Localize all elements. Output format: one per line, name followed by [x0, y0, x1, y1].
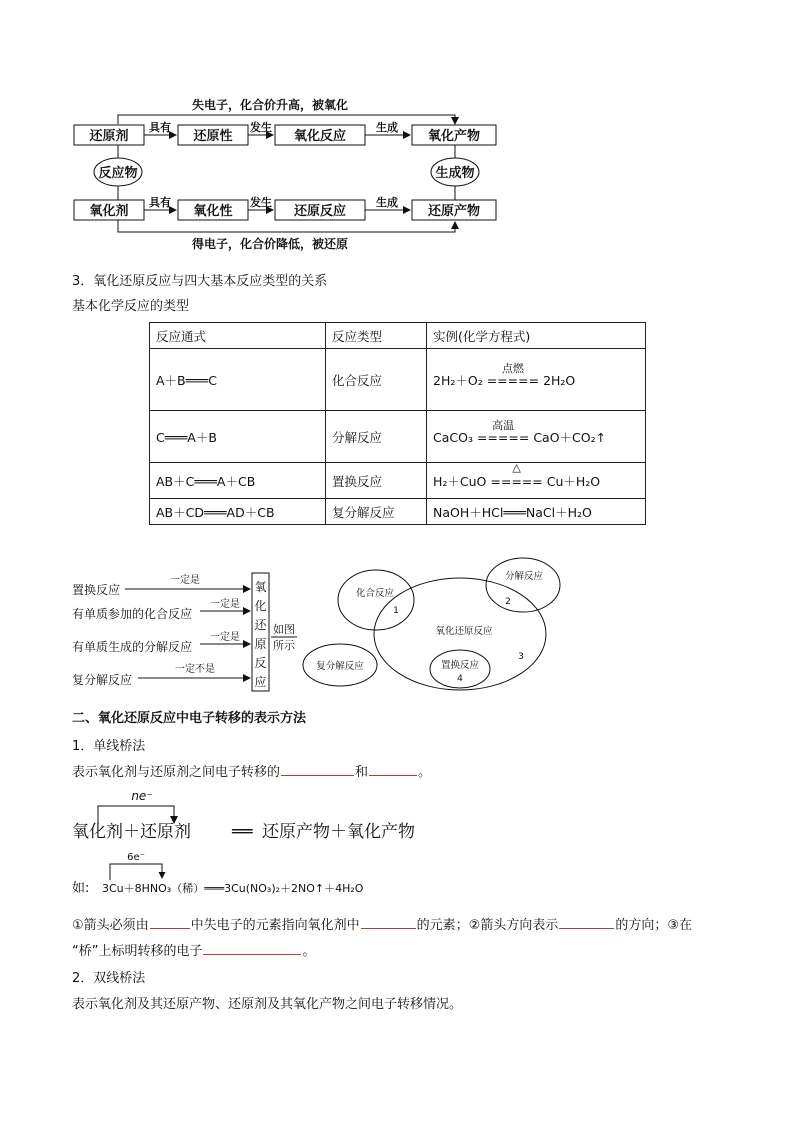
example-right: 2H₂O	[543, 372, 576, 388]
desc1-part-c: 。	[418, 765, 432, 780]
example-left: CaCO₃	[433, 429, 473, 445]
bridge-equation-right: 还原产物＋氧化产物	[262, 822, 415, 842]
condition-label: 高温	[492, 418, 515, 432]
example-cell: NaOH＋HCl═══NaCl＋H₂O	[427, 499, 646, 525]
type-cell: 化合反应	[326, 349, 427, 411]
note-line-1	[72, 914, 692, 933]
bridge-equation-left: 氧化剂＋还原剂	[72, 822, 191, 842]
venn-decomposition	[486, 558, 560, 612]
type-cell: 置换反应	[326, 463, 427, 499]
box-reducibility-label: 还原性	[193, 129, 233, 144]
table-row	[150, 411, 646, 463]
example-cell	[427, 460, 646, 499]
condition-label: 点燃	[501, 361, 524, 375]
arrow-label-2: 一定是	[210, 599, 240, 610]
header-formula: 反应通式	[150, 323, 326, 349]
example-electrons: 6e⁻	[127, 852, 145, 863]
vertical-char: 还	[254, 618, 267, 632]
arrow-label-occur-1: 发生	[250, 121, 272, 134]
condition-arrow: 点燃 =====	[486, 361, 540, 388]
header-example: 实例(化学方程式)	[427, 323, 646, 349]
venn-double-decomposition-label: 复分解反应	[316, 661, 364, 672]
venn-diagram	[298, 555, 598, 700]
section-two-heading: 二、氧化还原反应中电子转移的表示方法	[72, 711, 307, 726]
table-row	[150, 499, 646, 525]
example-left: H₂＋CuO	[433, 473, 487, 489]
venn-n3: 3	[518, 652, 524, 662]
blank-6[interactable]	[203, 941, 301, 955]
condition-arrow: 高温 =====	[476, 418, 530, 445]
arrow-label-have-2: 具有	[149, 196, 171, 209]
vertical-char: 反	[254, 656, 267, 670]
arrow-label-occur-2: 发生	[250, 196, 272, 209]
blank-3[interactable]	[150, 915, 190, 929]
bridge-equals: ══	[232, 822, 253, 842]
bridge-label: ne⁻	[131, 789, 153, 803]
side-text-line2: 所示	[273, 639, 295, 652]
example-equation-diagram	[72, 848, 472, 898]
classification-diagram	[70, 565, 310, 695]
box-oxidant-label: 氧化剂	[89, 204, 129, 219]
formula-cell: A＋B═══C	[150, 349, 326, 411]
box-oxidation-product-label: 氧化产物	[427, 129, 481, 144]
example-left: 2H₂＋O₂	[433, 372, 483, 388]
arrow-label-have-1: 具有	[149, 121, 171, 134]
venn-redox-label: 氧化还原反应	[435, 626, 493, 637]
vertical-char: 化	[254, 599, 267, 613]
example-prefix: 如:	[72, 881, 90, 896]
section3-subheading: 基本化学反应的类型	[72, 299, 190, 314]
vertical-char: 应	[254, 675, 267, 689]
table-row	[150, 349, 646, 411]
venn-combination-label: 化合反应	[355, 588, 395, 599]
venn-n4: 4	[457, 674, 463, 684]
note-d: 的方向；③在	[615, 918, 692, 933]
example-cell	[427, 411, 646, 463]
arrow-label-4: 一定不是	[175, 664, 215, 675]
formula-cell: AB＋C═══A＋CB	[150, 463, 326, 499]
venn-decomposition-label: 分解反应	[504, 571, 544, 582]
double-bridge-desc: 表示氧化剂及其还原产物、还原剂及其氧化产物之间电子转移情况。	[72, 997, 463, 1012]
blank-1[interactable]	[281, 762, 354, 776]
table-row	[150, 463, 646, 499]
vertical-char: 氧	[254, 580, 267, 594]
redox-concept-diagram	[60, 90, 510, 260]
single-bridge-heading: 1．单线桥法	[72, 739, 146, 754]
note-c: 的元素；②箭头方向表示	[416, 918, 559, 933]
item-double-decomposition: 复分解反应	[72, 673, 133, 687]
venn-n2: 2	[505, 597, 511, 607]
note-f: 。	[302, 944, 316, 959]
single-bridge-desc	[72, 761, 431, 780]
formula-cell: C═══A＋B	[150, 411, 326, 463]
formula-cell: AB＋CD═══AD＋CB	[150, 499, 326, 525]
arrow-label-generate-2: 生成	[376, 196, 398, 209]
reactant-label: 反应物	[98, 166, 138, 181]
redox-vertical-text	[254, 580, 267, 689]
blank-2[interactable]	[369, 762, 417, 776]
box-oxidation-reaction-label: 氧化反应	[293, 129, 347, 144]
desc1-part-b: 和	[355, 765, 369, 780]
svg-text:氧化还原反应	[254, 580, 267, 689]
item-combination-with-element: 有单质参加的化合反应	[72, 607, 193, 621]
example-cell	[427, 349, 646, 411]
blank-4[interactable]	[361, 915, 416, 929]
note-b: 中失电子的元素指向氧化剂中	[190, 918, 360, 933]
box-oxidizability-label: 氧化性	[193, 204, 233, 219]
arrow-label-3: 一定是	[210, 632, 240, 643]
type-cell: 分解反应	[326, 411, 427, 463]
condition-label: △	[512, 460, 521, 474]
double-bridge-heading: 2．双线桥法	[72, 971, 146, 986]
arrow-label-generate-1: 生成	[376, 121, 398, 134]
venn-n1: 1	[393, 606, 399, 616]
product-label: 生成物	[435, 166, 475, 181]
box-reduction-product-label: 还原产物	[427, 204, 481, 219]
desc1-part-a: 表示氧化剂与还原剂之间电子转移的	[72, 765, 281, 780]
condition-arrow: △ =====	[490, 460, 543, 489]
table-header-row	[150, 323, 646, 349]
example-right: Cu＋H₂O	[546, 473, 601, 489]
type-cell: 复分解反应	[326, 499, 427, 525]
venn-replacement-label: 置换反应	[440, 660, 480, 671]
side-text-line1: 如图	[273, 623, 295, 636]
top-label: 失电子，化合价升高，被氧化	[191, 98, 349, 112]
box-reduction-reaction-label: 还原反应	[293, 204, 347, 219]
box-reductant-label: 还原剂	[89, 129, 129, 144]
item-decomposition-with-element: 有单质生成的分解反应	[72, 640, 193, 654]
note-a: ①箭头必须由	[72, 918, 149, 933]
section3-heading: 3．氧化还原反应与四大基本反应类型的关系	[72, 274, 328, 289]
item-replacement: 置换反应	[72, 583, 121, 597]
note-e: “桥”上标明转移的电子	[72, 944, 203, 959]
header-type: 反应类型	[326, 323, 427, 349]
arrow-label-1: 一定是	[170, 575, 200, 586]
bottom-label: 得电子，化合价降低，被还原	[191, 237, 349, 251]
note-line-2	[72, 940, 316, 959]
blank-5[interactable]	[559, 915, 614, 929]
vertical-char: 原	[254, 637, 267, 651]
example-right: CaO＋CO₂↑	[533, 429, 607, 445]
reaction-type-table	[149, 322, 646, 525]
example-equation: 3Cu＋8HNO₃（稀）═══3Cu(NO₃)₂＋2NO↑＋4H₂O	[102, 882, 364, 895]
single-bridge-diagram	[72, 785, 432, 845]
